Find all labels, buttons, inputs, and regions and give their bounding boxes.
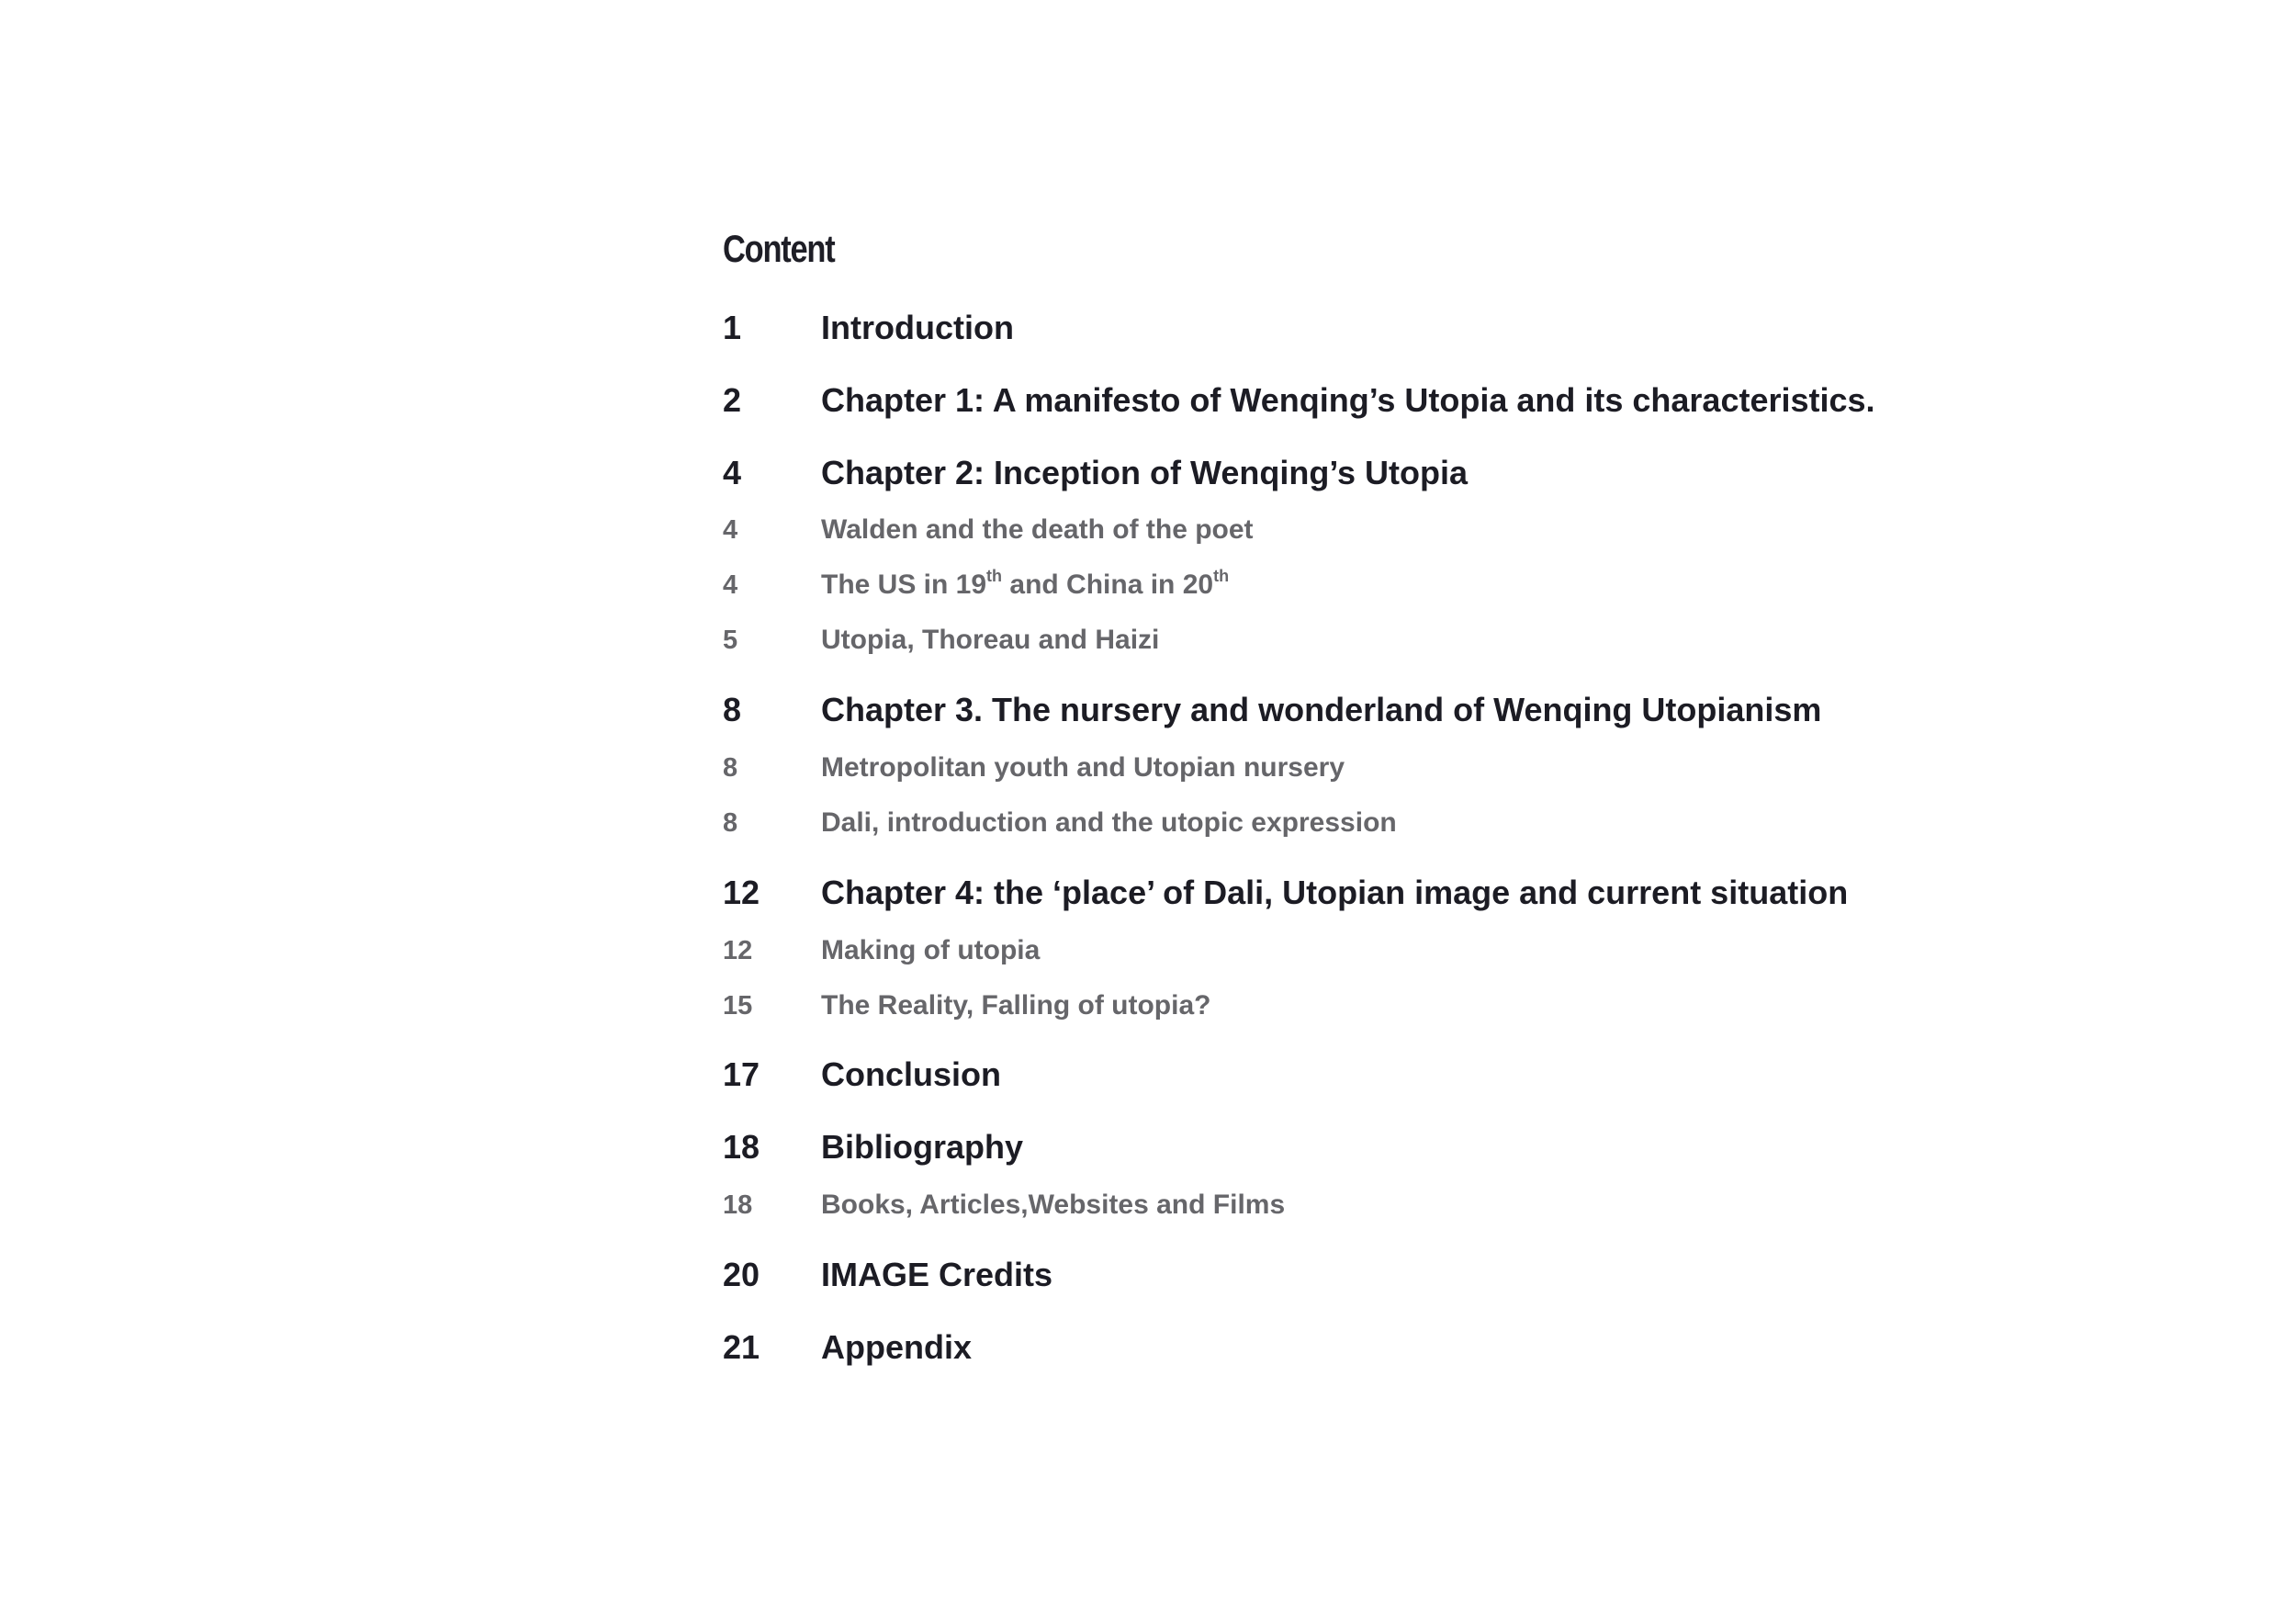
toc-subentry-label: Books, Articles,Websites and Films [821, 1190, 1286, 1220]
toc-subentry [723, 623, 1159, 658]
toc-page-number: 1 [723, 309, 742, 346]
toc-page-number: 8 [723, 691, 742, 728]
superscript: th [1213, 567, 1230, 585]
toc-subentry-label: Metropolitan youth and Utopian nursery [821, 752, 1345, 783]
toc-entry-label: Introduction [821, 309, 1014, 346]
toc-page-number: 18 [723, 1128, 760, 1166]
toc-subentry-label [821, 568, 1229, 603]
toc-page-number: 4 [723, 515, 738, 545]
toc-entry [723, 1054, 1001, 1095]
toc-page-number: 15 [723, 991, 753, 1021]
toc-entry [723, 690, 1821, 730]
toc-subentry [723, 1188, 1285, 1223]
toc-subentry [723, 933, 1040, 968]
toc-subentry-label: The Reality, Falling of utopia? [821, 990, 1211, 1021]
toc-title: Content [723, 227, 835, 270]
toc-entry-label: Bibliography [821, 1128, 1024, 1166]
toc-entry-label: Chapter 2: Inception of Wenqing’s Utopia [821, 454, 1469, 491]
toc-subentry [723, 750, 1345, 785]
label-text: The US in 19 [821, 570, 987, 600]
toc-entry [723, 1255, 1052, 1295]
toc-page-number: 8 [723, 808, 738, 838]
toc-entry-label: Appendix [821, 1328, 973, 1366]
toc-subentry [723, 806, 1397, 840]
toc-entry-label: Chapter 4: the ‘place’ of Dali, Utopian image and current situation [821, 874, 1849, 911]
toc-page-number: 21 [723, 1328, 760, 1366]
toc-page-number: 8 [723, 753, 738, 783]
toc-page-number: 18 [723, 1190, 753, 1220]
toc-entry-label: IMAGE Credits [821, 1256, 1053, 1293]
toc-subentry [723, 513, 1254, 547]
toc-subentry [723, 988, 1210, 1023]
toc-entry-label: Conclusion [821, 1055, 1001, 1093]
superscript: th [986, 567, 1003, 585]
toc-entry [723, 453, 1468, 493]
toc-subentry-label: Making of utopia [821, 935, 1041, 965]
toc-page-number: 5 [723, 626, 738, 655]
toc-subentry-label: Dali, introduction and the utopic expression [821, 807, 1397, 838]
toc-entry [723, 308, 1014, 348]
label-text: and China in 20 [1002, 570, 1214, 600]
toc-entry [723, 380, 1875, 421]
toc-page-number: 17 [723, 1055, 760, 1093]
toc-page-number: 20 [723, 1256, 760, 1293]
toc-entry-label: Chapter 1: A manifesto of Wenqing’s Utopia and its characteristics. [821, 381, 1875, 419]
toc-page-number: 2 [723, 381, 742, 419]
toc-entry [723, 1327, 972, 1368]
toc-subentry [723, 568, 1229, 603]
toc-subentry-label: Walden and the death of the poet [821, 514, 1254, 545]
toc-subentry-label: Utopia, Thoreau and Haizi [821, 625, 1160, 655]
toc-entry [723, 1127, 1023, 1167]
toc-page-number: 12 [723, 874, 760, 911]
toc-entry-label: Chapter 3. The nursery and wonderland of Wenqing Utopianism [821, 691, 1822, 728]
toc-page-number: 4 [723, 570, 738, 600]
toc-page-number: 4 [723, 454, 742, 491]
toc-page-number: 12 [723, 936, 753, 965]
toc-entry [723, 873, 1848, 913]
